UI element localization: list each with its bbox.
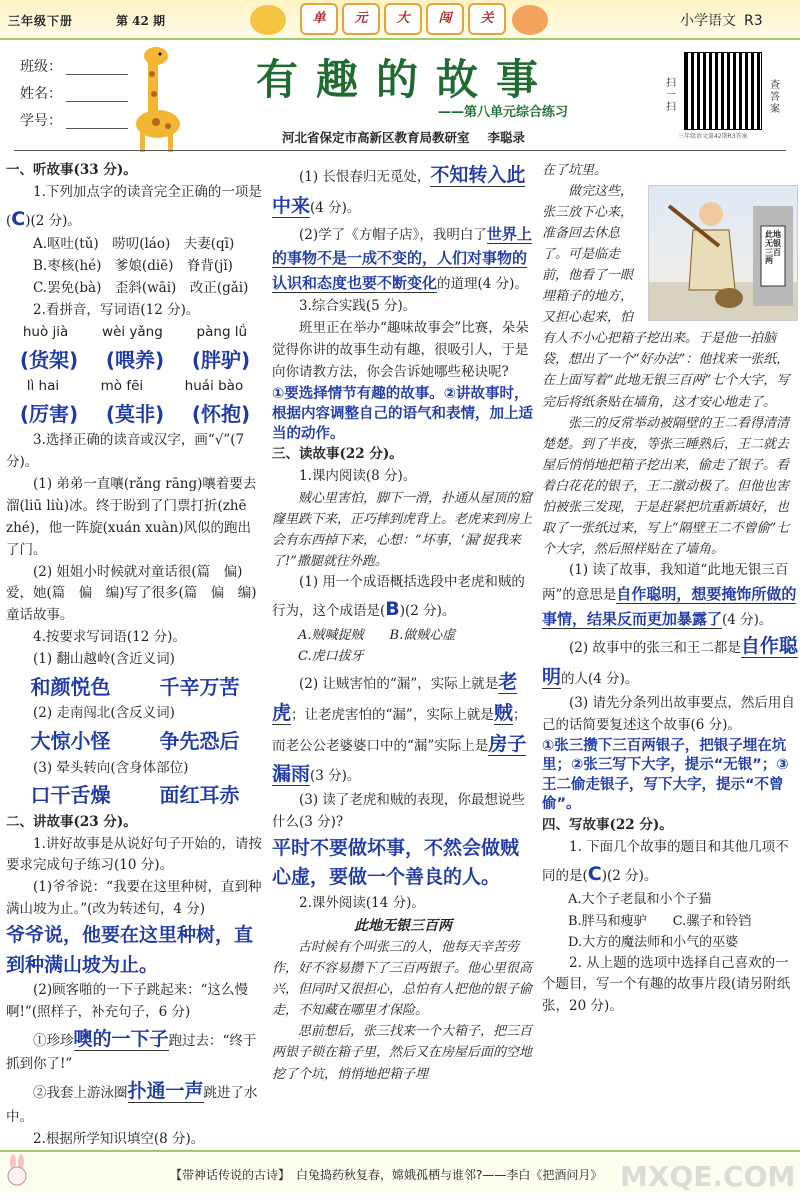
option: A.呕吐(tǔ) 唠叨(láo) 夫妻(qī) — [33, 236, 235, 253]
answer: 平时不要做坏事，不然会做贼心虚，要做一个善良的人。 — [272, 836, 520, 889]
answer-row: (厉害) (莫非) (怀抱) — [19, 402, 251, 427]
section-heading: 一、听故事(33 分)。 — [6, 162, 137, 178]
column-2 — [272, 160, 534, 1085]
grade-label: 三年级下册 — [8, 14, 74, 28]
banner-char: 闯 — [426, 3, 464, 35]
question-text: (2) 姐姐小时候就对童话很(篇 偏)爱，她(篇 偏 编)写了很多(篇 偏 编)童话故事。 — [6, 563, 257, 624]
question: 3.选择正确的读音或汉字，画“√”(7 分)。 — [6, 432, 245, 471]
banner-char: 大 — [384, 3, 422, 35]
cow-icon — [512, 5, 548, 35]
issue-label: 第 42 期 — [116, 14, 166, 28]
question-text: (1) 长恨春归无觅处，不知转入此中来(4 分)。 — [272, 164, 526, 217]
section-heading: 三、读故事(22 分)。 — [272, 446, 403, 463]
banner-char: 单 — [300, 3, 338, 35]
options: B.胖马和瘦驴 C.骡子和铃铛 — [568, 913, 752, 929]
watermark: MXQE.COM — [620, 1160, 796, 1193]
subject-label: 小学语文 R3 — [680, 13, 763, 29]
header-divider — [14, 150, 786, 151]
answer-row: (货架) (喂养) (胖驴) — [19, 347, 251, 372]
class-field[interactable]: 班级： — [20, 54, 180, 81]
qr-left-label: 扫一扫 — [666, 78, 676, 113]
option: D.大方的魔法师和小气的巫婆 — [568, 934, 739, 950]
qr-right-label: 查答案 — [770, 80, 780, 115]
question: 1.课内阅读(8 分)。 — [299, 468, 417, 485]
question-text: (1)爷爷说：“我要在这里种树，直到种满山坡为止。”(改为转述句，4 分) — [6, 879, 262, 918]
passage: 贼心里害怕，脚下一滑，扑通从屋顶的窟窿里跌下来，正巧摔到虎背上。老虎来到房上会有东西掉下来，心想：“坏事，‘漏’捉我来了!”撒腿就往外跑。 — [272, 491, 533, 570]
option: C.虎口拔牙 — [298, 649, 364, 665]
passage: 古时候有个叫张三的人，他每天辛苦劳作，好不容易攒下了三百两银子。他心里很高兴，但同时又很担心，总怕有人把他的银子偷走，不知藏在哪里才保险。 — [272, 940, 533, 1019]
pinyin-row: huò jià wèi yǎng pàng lǘ — [22, 323, 248, 340]
question-text: (1) 用一个成语概括选段中老虎和贼的行为，这个成语是(B)(2 分)。 — [272, 574, 525, 621]
question-text: (3) 晕头转向(含身体部位) — [33, 759, 189, 776]
option: A.大个子老鼠和小个子猫 — [568, 892, 712, 908]
name-field[interactable]: 姓名： — [20, 81, 180, 108]
rabbit-icon — [6, 1154, 28, 1190]
section-heading: 二、讲故事(23 分)。 — [6, 813, 137, 830]
sun-icon — [250, 5, 286, 35]
question: 4.按要求写词语(12 分)。 — [33, 629, 186, 646]
question-text: (2) 走南闯北(含反义词) — [33, 705, 175, 722]
answer: 爷爷说，他要在这里种树，直到种满山坡为止。 — [6, 924, 254, 976]
pinyin-row: lì hai mò fēi huái bào — [26, 378, 244, 395]
section-heading: 四、写故事(22 分)。 — [542, 816, 673, 833]
qr-caption: 三年级语文第42期R3答案 — [678, 133, 748, 140]
footer-poem: 【带神话传说的古诗】 白兔捣药秋复春，嫦娥孤栖与谁邻?——李白《把酒问月》 — [170, 1168, 603, 1182]
column-3 — [542, 160, 798, 1018]
question-text: (2) 让贼害怕的“漏”，实际上就是老虎；让老虎害怕的“漏”，实际上就是贼；而老公公老婆婆口中的“漏”实际上是房子漏雨(3 分)。 — [272, 671, 527, 786]
story-illustration — [648, 185, 798, 321]
id-field[interactable]: 学号： — [20, 108, 180, 135]
banner-char: 关 — [468, 3, 506, 35]
unit-banner — [300, 3, 506, 35]
passage: 思前想后，张三找来一个大箱子，把三百两银子锁在箱子里，然后又在房屋后面的空地挖了个坑，悄悄地把箱子埋 — [272, 1024, 533, 1082]
question-text: (2)学了《方帽子店》，我明白了世界上的事物不是一成不变的，人们对事物的认识和态度也要不断变化的道理(4 分)。 — [272, 224, 532, 293]
question-text: 班里正在举办“趣味故事会”比赛，朵朵觉得你讲的故事生动有趣，很吸引人，于是向你请教方法，你会告诉她哪些秘诀呢? — [272, 319, 529, 380]
answer: ①要选择情节有趣的故事。②讲故事时，根据内容调整自己的语气和表情，加上适当的动作。 — [272, 385, 533, 443]
question-text: (1) 翻山越岭(含近义词) — [33, 651, 175, 668]
author-line: 河北省保定市高新区教育局教研室 李聪录 — [282, 130, 526, 145]
passage: 做完这些，张三放下心来，准备回去休息了。可是临走前，他看了一眼埋箱子的地方，又担心起来，怕有人不小心把箱子挖出来。于是他一拍脑袋，想出了一个“好办法”：他找来一张纸，在上面写着“此地无银三百两”七个大字，写完后将纸条贴在墙角，这才安心地走了。 — [542, 184, 790, 410]
option: B.枣核(hé) 爹娘(diē) 脊背(jǐ) — [33, 258, 233, 275]
question-text: (3) 请先分条列出故事要点，然后用自己的话简要复述这个故事(6 分)。 — [542, 695, 795, 733]
question: 3.综合实践(5 分)。 — [299, 298, 417, 315]
question: 1. 下面几个故事的题目和其他几项不同的是(C)(2 分)。 — [542, 838, 789, 885]
answer: ①张三攒下三百两银子，把银子埋在坑里；②张三写下大字，提示“无银”；③王二偷走银子，写下大字，提示“不曾偷”。 — [542, 737, 789, 813]
option: C.罢免(bà) 歪斜(wāi) 改正(gǎi) — [33, 280, 249, 297]
answer-row: 和颜悦色 千辛万苦 — [30, 674, 240, 699]
question: 2.根据所学知识填空(8 分)。 — [33, 1130, 205, 1147]
answer-row: 大惊小怪 争先恐后 — [30, 729, 240, 754]
question-text: (2)顾客啪的一下子跳起来：“这么慢啊!”(照样子，补充句子，6 分) — [6, 981, 249, 1020]
qr-code[interactable] — [684, 52, 762, 130]
question-text: ②我套上游泳圈扑通一声跳进了水中。 — [6, 1080, 258, 1126]
banner-char: 元 — [342, 3, 380, 35]
column-1 — [6, 160, 264, 1151]
options: A.贼喊捉贼 B.做贼心虚 — [298, 627, 456, 643]
question: 1.下列加点字的读音完全正确的一项是(C)(2 分)。 — [6, 183, 262, 230]
passage: 张三的反常举动被隔壁的王二看得清清楚楚。到了半夜，等张三睡熟后，王二就去屋后悄悄地把箱子挖出来，偷走了银子。看着白花花的银子，王二激动极了。但他也害怕被张三发现，于是赶紧把坑重新填好，也取了一张纸过来，写上“隔壁王二不曾偷”七个大字，然后照样贴在了墙角。 — [542, 415, 790, 557]
question: 2.课外阅读(14 分)。 — [299, 894, 425, 911]
question-text: (3) 读了老虎和贼的表现，你最想说些什么(3 分)? — [272, 792, 525, 830]
sign-text: 此地无银三百两 — [765, 229, 781, 266]
passage: 在了坑里。 — [542, 163, 608, 178]
answer-row: 口干舌燥 面红耳赤 — [30, 783, 240, 808]
giraffe-icon — [126, 44, 184, 154]
top-banner — [0, 0, 800, 40]
question: 1.讲好故事是从说好句子开始的，请按要求完成句子练习(10 分)。 — [6, 835, 262, 874]
footer — [0, 1150, 800, 1193]
question: 2.看拼音，写词语(12 分)。 — [33, 302, 200, 319]
question-text: (1) 弟弟一直嚷(rǎng rāng)嚷着要去溜(liū liù)冰。终于盼到了门票打折(zhē zhé)，他一阵旋(xuán xuàn)风似的跑出了门。 — [6, 476, 257, 558]
question-text: ①珍珍噢的一下子跑过去：“终于抓到你了!” — [6, 1027, 257, 1073]
question-text: (1) 读了故事，我知道“此地无银三百两”的意思是自作聪明，想要掩饰所做的事情，结果反而更加暴露了(4 分)。 — [542, 561, 797, 628]
story-title: 此地无银三百两 — [354, 917, 452, 934]
page-subtitle: ——第八单元综合练习 — [438, 105, 569, 120]
question-text: (2) 故事中的张三和王二都是自作聪明的人(4 分)。 — [542, 635, 798, 689]
page-title: 有趣的故事 — [256, 55, 557, 104]
question: 2. 从上题的选项中选择自己喜欢的一个题目，写一个有趣的故事片段(请另附纸张，20 分)。 — [542, 954, 791, 1015]
